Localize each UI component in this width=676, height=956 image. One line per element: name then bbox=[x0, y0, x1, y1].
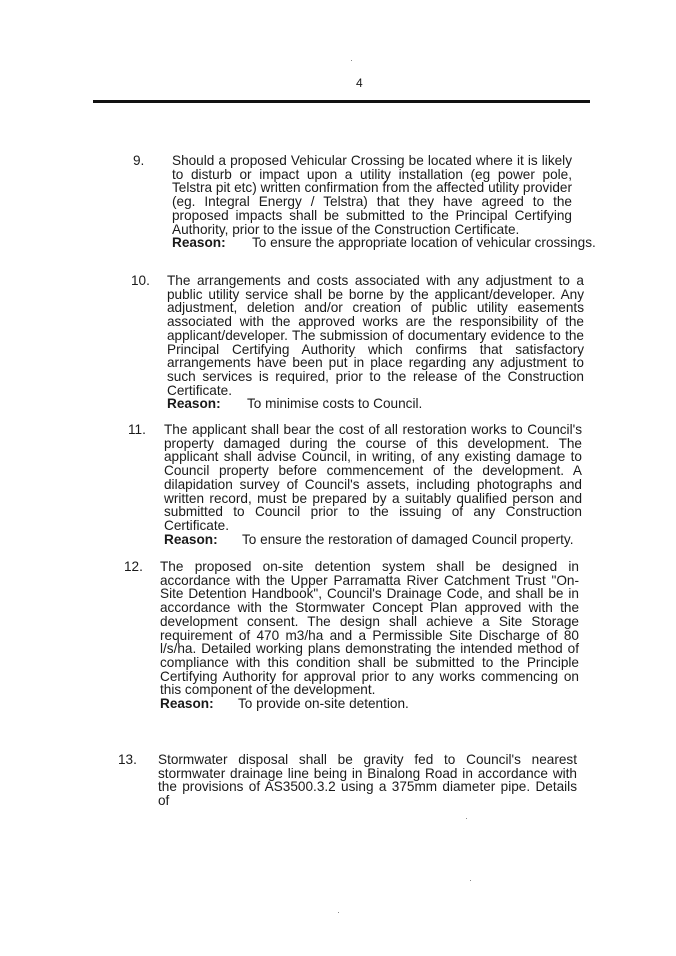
scan-speck bbox=[466, 818, 467, 819]
clause-reason bbox=[164, 533, 582, 547]
clause-9 bbox=[133, 153, 596, 266]
reason-text: To ensure the restoration of damaged Council property. bbox=[242, 531, 574, 547]
clause-text: Stormwater disposal shall be gravity fed to Council's nearest stormwater drainage line being in Binalong Road in accordance with the provisions of AS3500.3.2 using a 375mm diameter pipe. Details of bbox=[158, 752, 577, 809]
clause-body bbox=[167, 274, 584, 411]
reason-text: To provide on-site detention. bbox=[238, 696, 409, 712]
clause-13 bbox=[118, 752, 578, 809]
reason-label: Reason: bbox=[160, 696, 214, 712]
reason-text: To ensure the appropriate location of vehicular crossings. bbox=[252, 235, 596, 251]
clause-11 bbox=[128, 423, 583, 549]
clause-body bbox=[164, 423, 582, 546]
clause-reason bbox=[167, 397, 584, 411]
reason-label: Reason: bbox=[167, 396, 221, 412]
clause-body bbox=[158, 753, 577, 808]
scan-speck bbox=[351, 60, 352, 61]
clause-body bbox=[172, 153, 596, 251]
clause-text: The arrangements and costs associated with any adjustment to a public utility service shall be borne by the applicant/developer. Any adjustment, deletion and/or creation of public utility easements associated with the approved works are the responsibility of the applicant/developer. The submission of documentary evidence to the Principal Certifying Authority which confirms that satisfactory arrangements have been put in place regarding any adjustment to such services is required, prior to the release of the Construction Certificate. bbox=[167, 273, 584, 398]
clause-12 bbox=[124, 560, 580, 728]
clause-body bbox=[160, 560, 579, 711]
clause-text: The proposed on-site detention system shall be designed in accordance with the Upper Parramatta River Catchment Trust "On-Site Detention Handbook", Council's Drainage Code, and shall be in accordance with the Stormwater Concept Plan approved with the development consent. The design shall achieve a Site Storage requirement of 470 m3/ha and a Permissible Site Discharge of 80 l/s/ha. Detailed working plans demonstrating the intended method of compliance with this condition shall be submitted to the Principle Certifying Authority for approval prior to any works commencing on this component of the development. bbox=[160, 559, 579, 698]
clause-number: 10. bbox=[131, 273, 150, 288]
reason-text: To minimise costs to Council. bbox=[247, 396, 423, 412]
clause-number: 11. bbox=[128, 422, 146, 437]
reason-label: Reason: bbox=[172, 235, 226, 251]
header-rule bbox=[93, 100, 590, 103]
reason-label: Reason: bbox=[164, 531, 218, 547]
clause-reason bbox=[160, 697, 579, 711]
clause-10 bbox=[131, 274, 585, 414]
clause-text: Should a proposed Vehicular Crossing be located where it is likely to disturb or impact upon a utility installation (eg power pole, Telstra pit etc) written confirmation from the affected utility provider (eg. Integral Energy / Telstra) that they have agreed to the proposed impacts shall be submitted to the Principal Certifying Authority, prior to the issue of the Construction Certificate. bbox=[172, 153, 572, 237]
scan-speck bbox=[338, 912, 339, 913]
scan-speck bbox=[470, 880, 471, 881]
clause-text: The applicant shall bear the cost of all restoration works to Council's property damaged during the course of this development. The applicant shall advise Council, in writing, of any existing damage to Council property before commencement of the development. A dilapidation survey of Council's assets, including photographs and written record, must be prepared by a suitably qualified person and submitted to Council prior to the issuing of any Construction Certificate. bbox=[164, 422, 582, 533]
page-number: 4 bbox=[356, 76, 363, 90]
clause-number: 9. bbox=[133, 153, 145, 168]
clause-number: 13. bbox=[118, 752, 137, 767]
clause-reason bbox=[172, 235, 596, 251]
clause-number: 12. bbox=[124, 559, 143, 574]
